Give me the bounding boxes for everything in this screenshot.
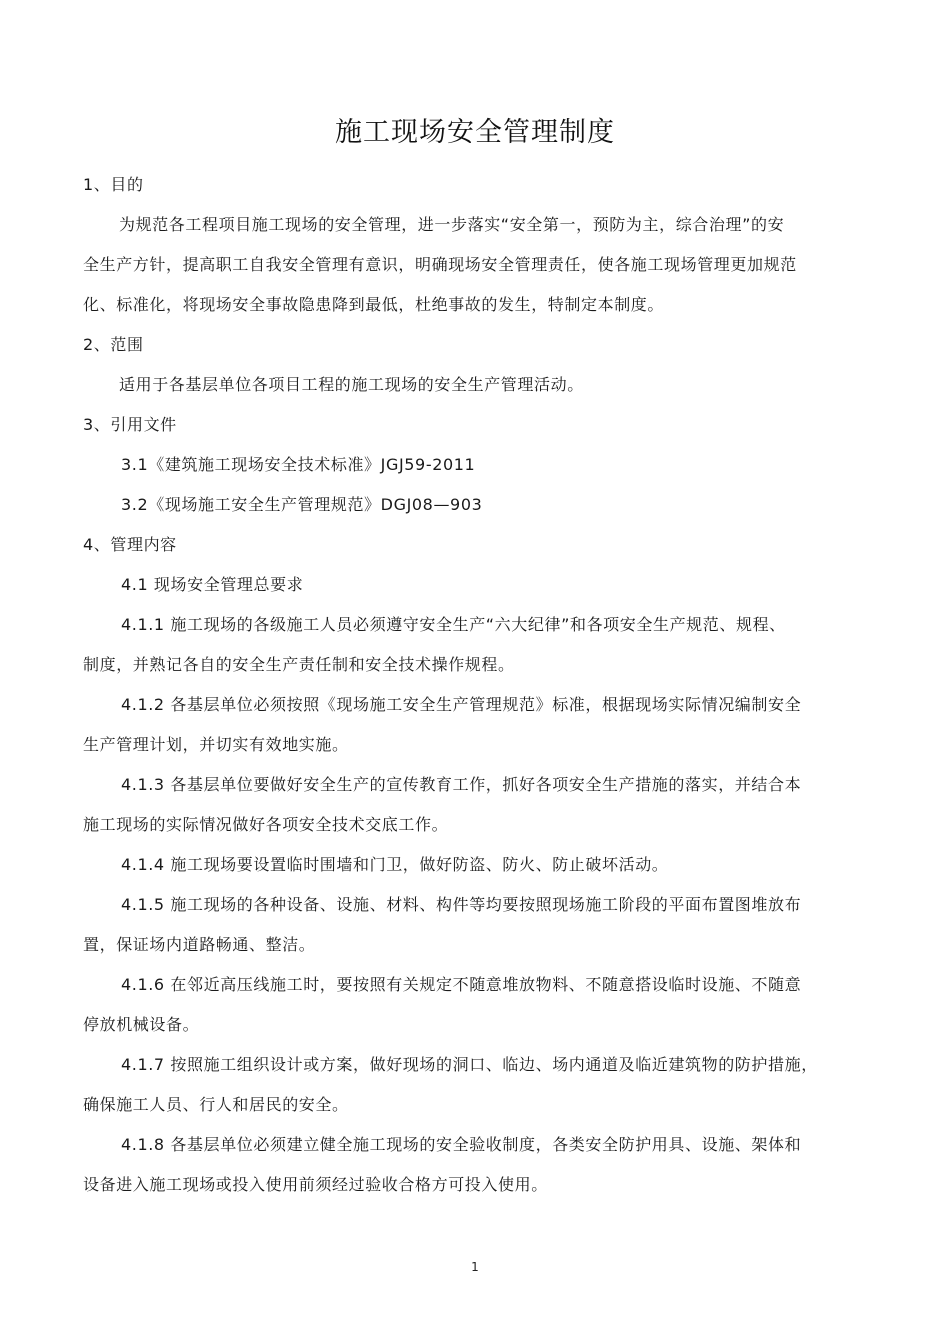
reference-item: 3.2《现场施工安全生产管理规范》DGJ08—903 (121, 495, 483, 514)
document-title: 施工现场安全管理制度 (335, 117, 615, 148)
section-heading-management: 4、管理内容 (83, 535, 177, 554)
clause-line: 4.1.8 各基层单位必须建立健全施工现场的安全验收制度，各类安全防护用具、设施、架体和 (121, 1135, 802, 1154)
clause-line: 4.1.6 在邻近高压线施工时，要按照有关规定不随意堆放物料、不随意搭设临时设施、不随意 (121, 975, 802, 994)
page-number: 1 (471, 1260, 479, 1274)
section-heading-scope: 2、范围 (83, 335, 144, 354)
clause-line: 确保施工人员、行人和居民的安全。 (83, 1095, 349, 1114)
clause-line: 生产管理计划，并切实有效地实施。 (83, 735, 349, 754)
paragraph-line: 化、标准化，将现场安全事故隐患降到最低，杜绝事故的发生，特制定本制度。 (83, 295, 665, 314)
subsection-heading: 4.1 现场安全管理总要求 (121, 575, 304, 594)
paragraph-line: 为规范各工程项目施工现场的安全管理，进一步落实“安全第一，预防为主，综合治理”的安 (119, 215, 785, 234)
paragraph-line: 适用于各基层单位各项目工程的施工现场的安全生产管理活动。 (119, 375, 584, 394)
clause-line: 4.1.2 各基层单位必须按照《现场施工安全生产管理规范》标准，根据现场实际情况编制安全 (121, 695, 802, 714)
clause-line: 施工现场的实际情况做好各项安全技术交底工作。 (83, 815, 449, 834)
document-body (83, 165, 878, 1205)
clause-line: 停放机械设备。 (83, 1015, 200, 1034)
reference-item: 3.1《建筑施工现场安全技术标准》JGJ59-2011 (121, 455, 476, 474)
section-heading-references: 3、引用文件 (83, 415, 177, 434)
clause-line: 制度，并熟记各自的安全生产责任制和安全技术操作规程。 (83, 655, 515, 674)
paragraph-line: 全生产方针，提高职工自我安全管理有意识，明确现场安全管理责任，使各施工现场管理更加规范 (83, 255, 797, 274)
clause-line: 4.1.4 施工现场要设置临时围墙和门卫，做好防盗、防火、防止破坏活动。 (121, 855, 669, 874)
clause-line: 4.1.1 施工现场的各级施工人员必须遵守安全生产“六大纪律”和各项安全生产规范、规程、 (121, 615, 786, 634)
clause-line: 置，保证场内道路畅通、整洁。 (83, 935, 316, 954)
section-heading-purpose: 1、目的 (83, 175, 144, 194)
clause-line: 4.1.3 各基层单位要做好安全生产的宣传教育工作，抓好各项安全生产措施的落实，并结合本 (121, 775, 802, 794)
clause-line: 设备进入施工现场或投入使用前须经过验收合格方可投入使用。 (83, 1175, 548, 1194)
clause-line: 4.1.5 施工现场的各种设备、设施、材料、构件等均要按照现场施工阶段的平面布置图堆放布 (121, 895, 802, 914)
clause-line: 4.1.7 按照施工组织设计或方案，做好现场的洞口、临边、场内通道及临近建筑物的防护措施， (121, 1055, 818, 1074)
